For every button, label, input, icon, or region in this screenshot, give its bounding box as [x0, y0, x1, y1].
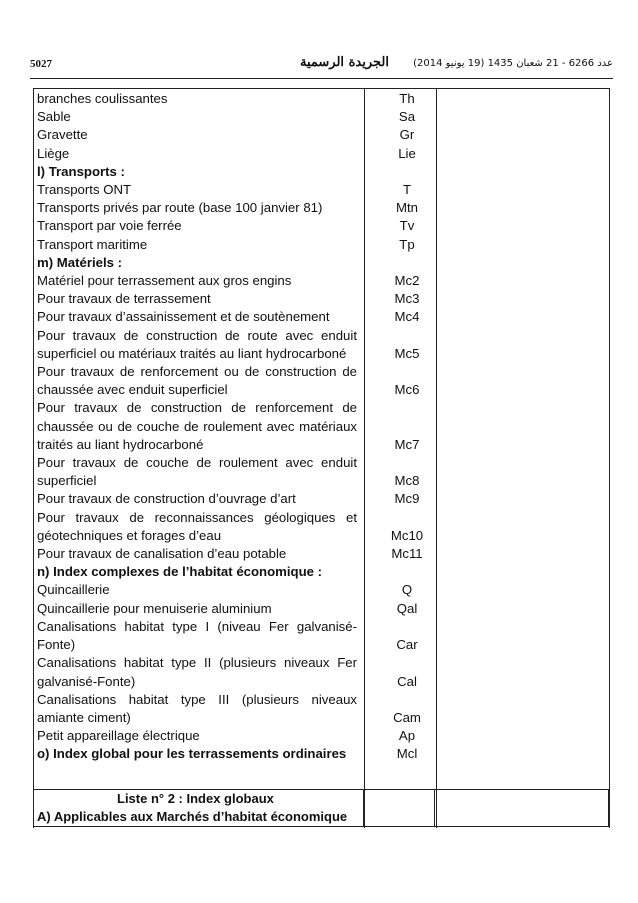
row-code: Gr	[399, 127, 415, 143]
row-label: Canalisations habitat type II (plusieurs niveaux Fer galvanisé-Fonte)	[37, 655, 357, 689]
index-table-rows	[37, 90, 607, 764]
table-row	[37, 654, 607, 690]
row-code: Mc6	[394, 382, 420, 398]
table-row	[37, 236, 607, 254]
row-code: Sa	[398, 109, 416, 125]
row-label: Pour travaux de construction d’ouvrage d’art	[37, 491, 296, 507]
row-code: Mc7	[394, 436, 420, 452]
section-heading-row	[37, 163, 607, 181]
table-row	[37, 108, 607, 126]
journal-title: الجريدة الرسمية	[300, 55, 389, 70]
row-label: Pour travaux de terrassement	[37, 291, 211, 307]
row-label: Quincaillerie	[37, 582, 110, 598]
section-heading-row	[37, 563, 607, 581]
row-code: Th	[399, 91, 415, 106]
section-heading-row	[37, 254, 607, 272]
table-row	[37, 199, 607, 217]
table-row	[37, 145, 607, 163]
table-row	[37, 581, 607, 599]
row-code: Mc5	[394, 345, 420, 361]
row-code: Mc4	[394, 309, 420, 325]
table-row	[37, 217, 607, 235]
table-row	[37, 399, 607, 454]
table-row	[37, 490, 607, 508]
row-code: Mcl	[396, 746, 418, 762]
page-header	[30, 55, 613, 74]
row-label: n) Index complexes de l’habitat économique :	[37, 564, 323, 580]
row-label: Pour travaux d’assainissement et de soutènement	[37, 309, 330, 325]
table-row	[37, 181, 607, 199]
row-label: Pour travaux de reconnaissances géologiques et géotechniques et forages d’eau	[37, 509, 357, 543]
table-row	[37, 727, 607, 745]
table-row	[37, 327, 607, 363]
row-label: Transports ONT	[37, 182, 132, 198]
row-label: m) Matériels :	[37, 254, 123, 270]
row-label: Quincaillerie pour menuiserie aluminium	[37, 600, 272, 616]
row-code: Mtn	[396, 200, 418, 216]
row-label: Pour travaux de renforcement ou de construction de chaussée avec enduit superficiel	[37, 364, 357, 398]
row-code: Ap	[398, 728, 416, 744]
row-code: Mc10	[390, 527, 424, 543]
list-2-table	[33, 789, 610, 824]
list-2-code-cell	[363, 790, 435, 827]
row-label: branches coulissantes	[37, 91, 168, 106]
row-label: Sable	[37, 109, 71, 125]
row-code: T	[402, 182, 412, 198]
row-code: Tv	[399, 218, 415, 234]
header-rule	[30, 78, 613, 79]
table-row	[37, 90, 607, 108]
table-row	[37, 600, 607, 618]
row-code: Car	[396, 637, 418, 653]
row-code: Mc8	[394, 473, 420, 489]
row-label: Transports privés par route (base 100 janvier 81)	[37, 200, 323, 216]
row-code: Q	[401, 582, 413, 598]
issue-info: عدد 6266 - 21 شعبان 1435 (19 يونيو 2014)	[413, 58, 613, 69]
table-row	[37, 308, 607, 326]
row-code: Cam	[393, 709, 421, 725]
table-row	[37, 126, 607, 144]
row-label: Transport par voie ferrée	[37, 218, 182, 234]
table-row	[37, 545, 607, 563]
row-label: Gravette	[37, 127, 88, 143]
row-code: Tp	[399, 236, 415, 252]
row-code: Mc2	[394, 273, 420, 289]
row-code: Mc9	[394, 491, 420, 507]
list-2-value-cell	[435, 790, 609, 827]
table-row	[37, 691, 607, 727]
row-label: Pour travaux de couche de roulement avec enduit superficiel	[37, 455, 357, 489]
table-row	[37, 618, 607, 654]
section-heading-row	[37, 745, 607, 763]
row-label: Canalisations habitat type III (plusieurs niveaux amiante ciment)	[37, 691, 357, 725]
row-code: Mc11	[391, 546, 423, 562]
table-row	[37, 454, 607, 490]
row-label: Matériel pour terrassement aux gros engins	[37, 273, 292, 289]
row-code: Lie	[398, 145, 416, 161]
row-label: Pour travaux de construction de renforcement de chaussée ou de couche de roulement avec matériaux traités au liant hydrocarboné	[37, 400, 357, 452]
row-label: Canalisations habitat type I (niveau Fer galvanisé-Fonte)	[37, 618, 357, 653]
row-label: Petit appareillage électrique	[37, 728, 200, 744]
list-2-title: Liste n° 2 : Index globaux	[117, 791, 274, 806]
page-number: 5027	[30, 58, 52, 70]
row-code: Qal	[396, 600, 418, 616]
table-row	[37, 363, 607, 399]
row-code: Mc3	[394, 291, 420, 307]
row-label: Liège	[37, 145, 70, 161]
table-row	[37, 509, 607, 545]
row-label: o) Index global pour les terrassements ordinaires	[37, 746, 347, 762]
row-code: Cal	[397, 673, 417, 689]
row-label: Pour travaux de canalisation d’eau potable	[37, 546, 287, 562]
row-label: l) Transports :	[37, 163, 125, 179]
table-row	[37, 290, 607, 308]
row-label: Pour travaux de construction de route avec enduit superficiel ou matériaux traités au liant hydrocarboné	[37, 327, 357, 361]
list-2-subtitle: A) Applicables aux Marchés d’habitat économique	[37, 809, 348, 824]
table-row	[37, 272, 607, 290]
row-label: Transport maritime	[37, 236, 148, 252]
